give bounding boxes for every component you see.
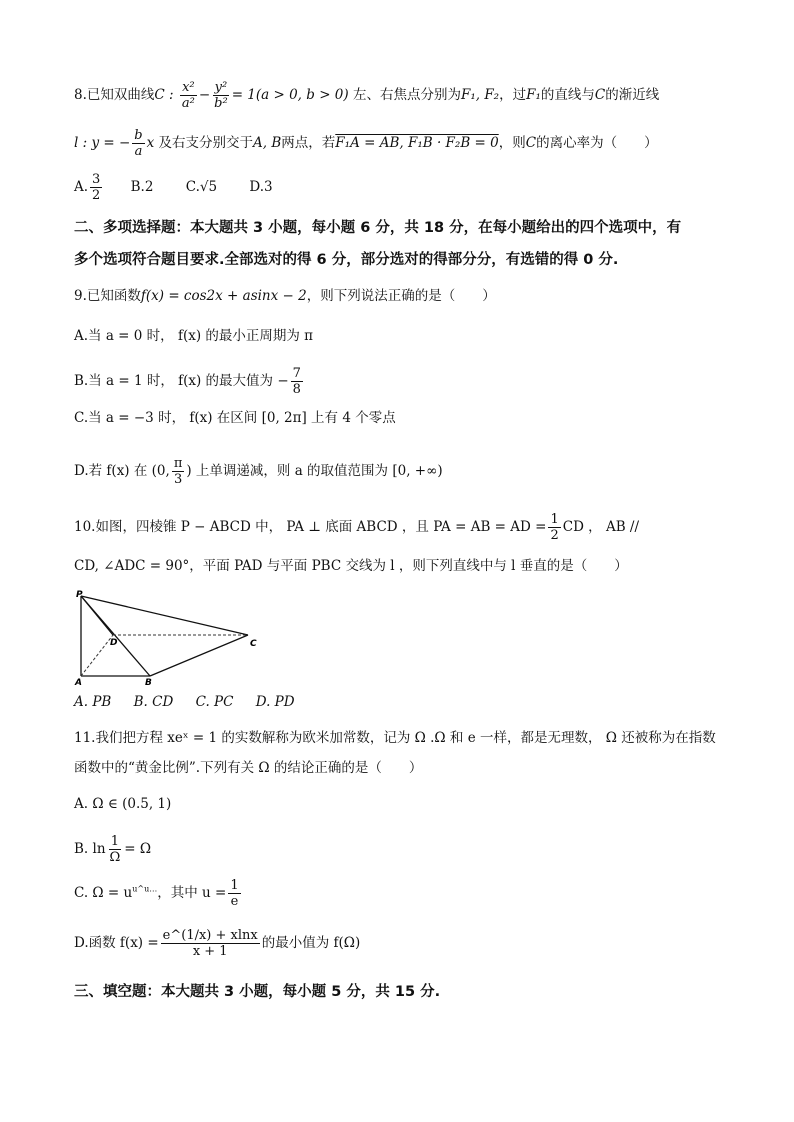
q9-stem: [74, 286, 794, 306]
vertex-a-label: A: [75, 678, 82, 688]
q8-text-g: ，则: [498, 135, 526, 151]
q10-options: [74, 692, 474, 712]
q9-stem-a: 9.已知函数: [74, 288, 141, 304]
vertex-b-label: B: [145, 678, 152, 688]
q9-option-c: C.当 a = −3 时， f(x) 在区间 [0, 2π] 上有 4 个零点: [74, 410, 396, 426]
q11-option-a: A. Ω ∈ (0.5, 1): [74, 796, 172, 812]
q8-text-f: 两点，若: [281, 135, 336, 151]
q8-intro: 8.已知双曲线: [74, 87, 155, 103]
section2-line2: 多个选项符合题目要求.全部选对的得 6 分，部分选对的得部分分，有选错的得 0 分.: [74, 252, 619, 268]
q8-line2: [74, 128, 774, 159]
pyramid-solid-edges: [81, 596, 248, 676]
q8-f1: F₁: [526, 87, 541, 103]
q8-option-d: D.3: [249, 179, 273, 195]
q8-option-c: C.√5: [185, 179, 218, 195]
q10-option-d: D. PD: [255, 694, 295, 710]
q10-pyramid-figure: [70, 588, 270, 688]
q8-ab: A, B: [253, 135, 282, 151]
q8-frac-ba: $\frac{b}{a}$: [134, 128, 143, 159]
q8-c2: C: [525, 135, 537, 151]
q8-text-a: 左、右焦点分别为: [352, 87, 461, 103]
q8-line1: 8.已知双曲线C : $\frac{\text{x²}}{\text{a²}}$ − $\frac{\text{y²}}{\text{b²}}$ = 1(a > 0, b > 0) 左、右焦点分别为F₁, F₂，过F₁的直线与C的渐近线: [74, 80, 660, 111]
vertex-c-label: C: [250, 639, 257, 649]
q11-option-d: D.函数 f(x) = $\frac{e\^{}(1/x) + xlnx}{x + 1}$ 的最小值为 f(Ω): [74, 928, 361, 959]
section3-line1: 三、填空题：本大题共 3 小题，每小题 5 分，共 15 分.: [74, 984, 441, 1000]
q9-option-b: B.当 a = 1 时， f(x) 的最大值为 − $\frac{7}{8}$: [74, 366, 301, 397]
q8-l-x: x: [146, 135, 155, 151]
q9-function: f(x) = cos2x + asinx − 2: [140, 288, 307, 304]
vertex-d-label: D: [110, 638, 118, 648]
q10-option-a: A. PB: [74, 694, 112, 710]
q9-option-d: D.若 f(x) 在 (0, $\frac{\pi}{3}$ ) 上单调递减，则 a 的取值范围为 [0, +∞): [74, 456, 443, 487]
q9-stem-b: ，则下列说法正确的是（ ）: [306, 288, 496, 304]
q8-frac-x: $\frac{\text{x²}}{\text{a²}}$: [181, 80, 195, 111]
q11-option-c: C. $\Omega = u^{u\^{}u\dots}$，其中 u = $\frac{1}{e}$: [74, 878, 239, 909]
q8-curve-name: C :: [154, 87, 174, 103]
q9-option-a: A.当 a = 0 时， f(x) 的最小正周期为 π: [74, 328, 314, 344]
q8-vector-condition: F₁A = AB, F₁B · F₂B = 0: [335, 135, 499, 151]
q8-c: C: [594, 87, 606, 103]
q8-text-h: 的离心率为（ ）: [536, 135, 658, 151]
q10-line2: CD, ∠ADC = 90°，平面 PAD 与平面 PBC 交线为 l ，则下列直线中与 l 垂直的是（ ）: [74, 558, 628, 574]
q8-text-d: 的渐近线: [605, 87, 660, 103]
q8-foci: F₁, F₂: [460, 87, 500, 103]
vertex-p-label: P: [76, 590, 83, 600]
q8-text-b: ，过: [499, 87, 527, 103]
q11-option-b: B. ln $\frac{1}{\Omega}$ = Ω: [74, 834, 152, 865]
q8-text-e: 及右支分别交于: [158, 135, 254, 151]
section2-line1: 二、多项选择题：本大题共 3 小题，每小题 6 分，共 18 分，在每小题给出的四个选项中，有: [74, 220, 682, 236]
q10-option-b: B. CD: [133, 694, 174, 710]
q8-option-b: B.2: [130, 179, 154, 195]
q8-text-c: 的直线与: [540, 87, 595, 103]
q10-line1: 10.如图，四棱锥 P − ABCD 中， PA ⊥ 底面 ABCD ，且 PA = AB = AD = $\frac{1}{2}$ CD ， AB //: [74, 512, 640, 543]
q10-option-c: C. PC: [195, 694, 234, 710]
q8-frac-y: $\frac{\text{y²}}{\text{b²}}$: [214, 80, 228, 111]
q8-options: [74, 172, 474, 203]
q11-line1: 11.我们把方程 xeˣ = 1 的实数解称为欧米加常数，记为 Ω .Ω 和 e 一样，都是无理数， Ω 还被称为在指数: [74, 730, 716, 746]
q11-line2: 函数中的“黄金比例”.下列有关 Ω 的结论正确的是（ ）: [74, 760, 423, 776]
q8-option-a: A. $\frac{3}{2}$: [74, 172, 101, 203]
q8-hyp-rest: = 1(a > 0, b > 0): [231, 87, 349, 103]
q8-l-def: l : y = −: [74, 135, 131, 151]
